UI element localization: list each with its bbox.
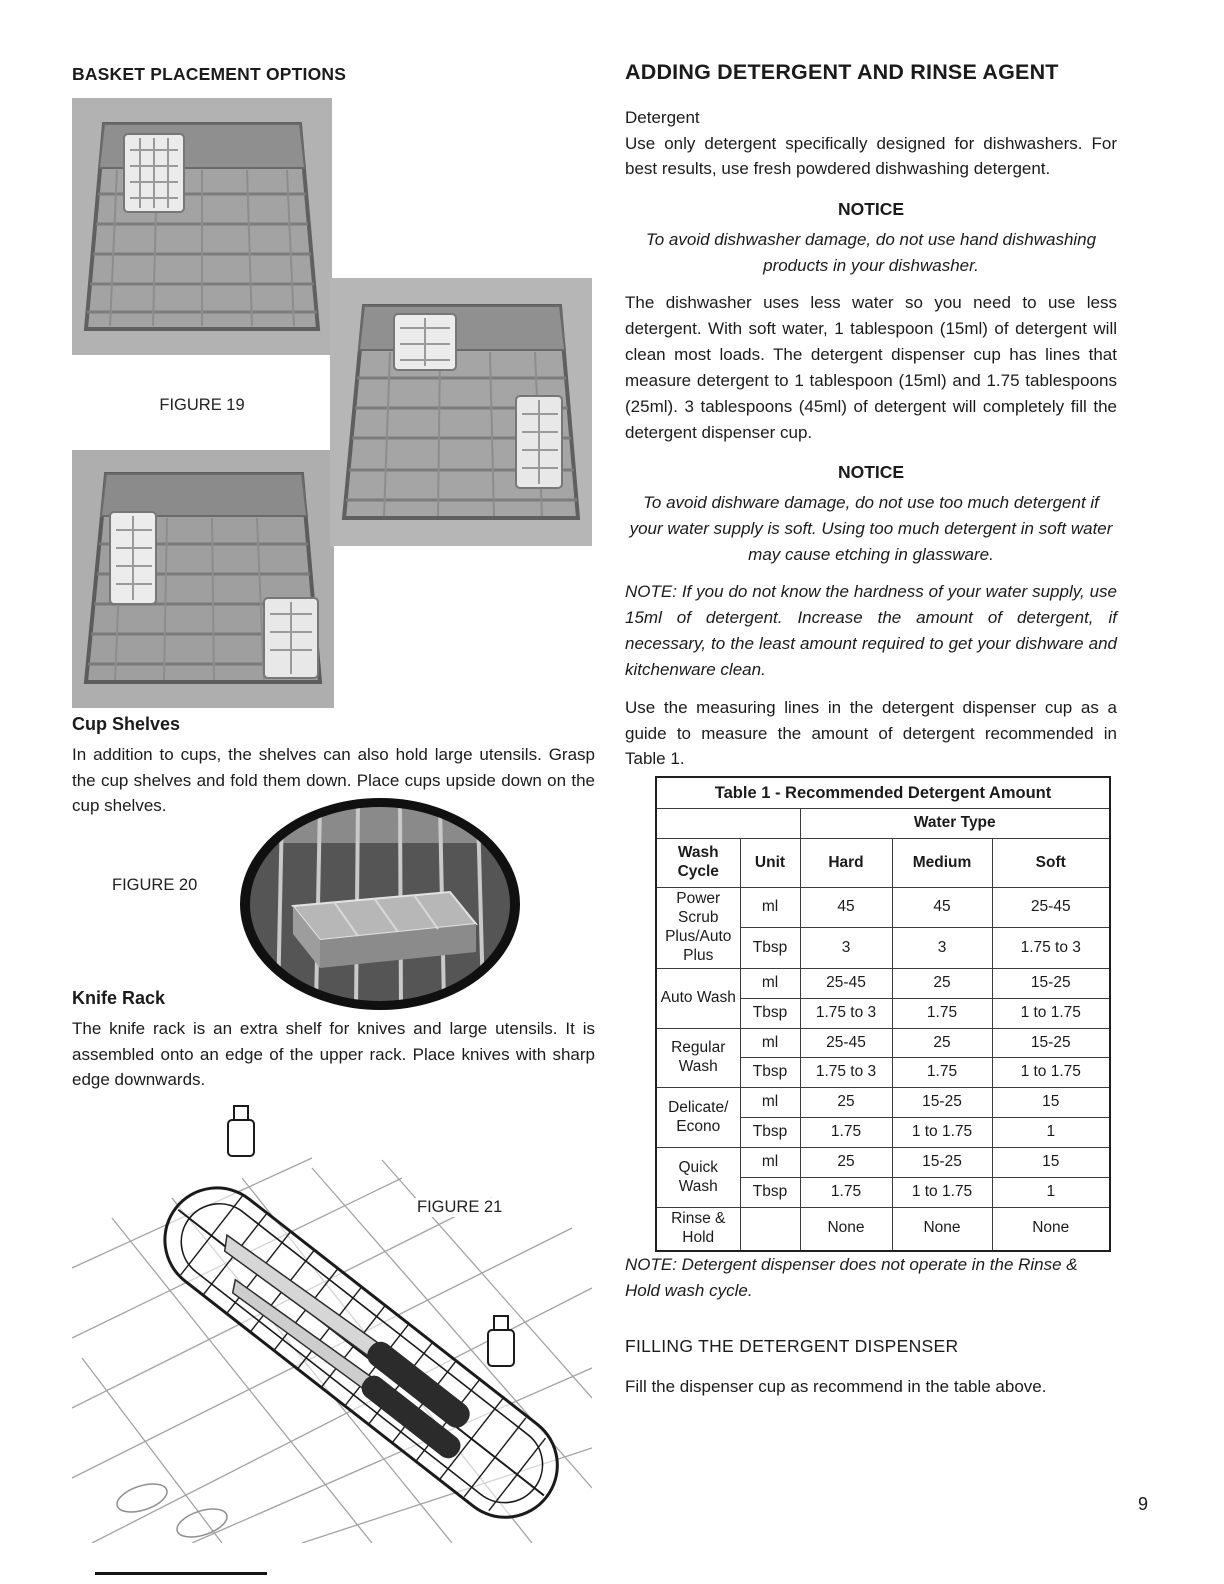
dishwasher-basket-photo-icon xyxy=(330,278,592,546)
notice-text-1: To avoid dishwasher damage, do not use hand dishwashing products in your dishwasher. xyxy=(645,229,1097,275)
rinse-hold-note: NOTE: Detergent dispenser does not operate in the Rinse & Hold wash cycle. xyxy=(625,1254,1078,1300)
notice-heading-2: NOTICE xyxy=(837,462,905,483)
knife-rack-heading: Knife Rack xyxy=(72,988,166,1008)
table-cell: 25-45 xyxy=(992,888,1110,928)
header-hard: Hard xyxy=(800,839,892,888)
table-cell: 25 xyxy=(892,1028,992,1058)
cycle-cell: Regular Wash xyxy=(656,1028,740,1088)
table-cell: 25-45 xyxy=(800,968,892,998)
table-cell xyxy=(740,1207,800,1250)
table-cell: Tbsp xyxy=(740,1178,800,1208)
basket-placement-heading: BASKET PLACEMENT OPTIONS xyxy=(72,64,347,84)
table-cell: 3 xyxy=(892,928,992,968)
table-cell: 45 xyxy=(892,888,992,928)
detergent-paragraph: Use only detergent specifically designed for dishwashers. For best results, use fresh powdered dishwashing detergent. xyxy=(625,133,1117,179)
main-heading: ADDING DETERGENT AND RINSE AGENT xyxy=(625,60,1059,84)
table-cell: Tbsp xyxy=(740,1058,800,1088)
right-column xyxy=(625,56,1117,1412)
header-soft: Soft xyxy=(992,839,1110,888)
table-blank-cell xyxy=(656,809,800,839)
table-row xyxy=(656,1088,1110,1118)
filling-dispenser-heading: FILLING THE DETERGENT DISPENSER xyxy=(625,1336,959,1357)
table-cell: 25 xyxy=(800,1088,892,1118)
table-cell: 1 xyxy=(992,1118,1110,1148)
table-row xyxy=(656,1148,1110,1178)
table-cell: 3 xyxy=(800,928,892,968)
table-cell: ml xyxy=(740,888,800,928)
header-wash-cycle: Wash Cycle xyxy=(656,839,740,888)
table-cell: 1.75 xyxy=(800,1178,892,1208)
page-number: 9 xyxy=(1138,1494,1149,1514)
table-cell: None xyxy=(892,1207,992,1250)
table-cell: Tbsp xyxy=(740,1118,800,1148)
measuring-lines-paragraph: Use the measuring lines in the detergent dispenser cup as a guide to measure the amount of detergent recommended in Table 1. xyxy=(625,697,1117,769)
notice-heading-1: NOTICE xyxy=(837,199,905,220)
dishwasher-basket-photo-icon xyxy=(72,450,334,708)
table-cell: 1 to 1.75 xyxy=(992,998,1110,1028)
water-type-header: Water Type xyxy=(800,809,1110,839)
table-cell: 1.75 xyxy=(892,1058,992,1088)
page-bottom-mark xyxy=(95,1572,267,1575)
figure-20-photo xyxy=(238,796,523,1017)
table-cell: 1 xyxy=(992,1178,1110,1208)
cycle-cell: Power Scrub Plus/Auto Plus xyxy=(656,888,740,969)
cup-shelves-heading: Cup Shelves xyxy=(72,714,181,734)
figure-19-photo-top xyxy=(72,98,332,355)
knife-rack-drawing-icon xyxy=(72,1098,592,1543)
cycle-cell: Quick Wash xyxy=(656,1148,740,1208)
table-title: Table 1 - Recommended Detergent Amount xyxy=(656,777,1110,809)
figure-19-label: FIGURE 19 xyxy=(159,396,245,414)
table-cell: ml xyxy=(740,1148,800,1178)
table-cell: 15-25 xyxy=(892,1148,992,1178)
table-cell: 25 xyxy=(892,968,992,998)
cycle-cell: Delicate/ Econo xyxy=(656,1088,740,1148)
table-cell: 15 xyxy=(992,1088,1110,1118)
figure-21-drawing xyxy=(72,1098,592,1548)
notice-text-2: To avoid dishware damage, do not use too much detergent if your water supply is soft. Using too much detergent in soft water may cause etching in glassware. xyxy=(629,492,1113,564)
table-row xyxy=(656,1028,1110,1058)
table-title-row xyxy=(656,777,1110,809)
table-row xyxy=(656,968,1110,998)
table-cell: 1.75 to 3 xyxy=(992,928,1110,968)
dishwasher-basket-photo-icon xyxy=(72,98,332,355)
knife-rack-text: The knife rack is an extra shelf for knives and large utensils. It is assembled onto an edge of the upper rack. Place knives with sharp edge downwards. xyxy=(72,1019,595,1089)
table-cell: 1.75 to 3 xyxy=(800,1058,892,1088)
detergent-amount-table xyxy=(655,776,1111,1252)
table-cell: 1.75 xyxy=(892,998,992,1028)
cycle-cell: Rinse & Hold xyxy=(656,1207,740,1250)
table-cell: None xyxy=(992,1207,1110,1250)
cycle-cell: Auto Wash xyxy=(656,968,740,1028)
table-cell: 15-25 xyxy=(892,1088,992,1118)
header-medium: Medium xyxy=(892,839,992,888)
table-cell: 1.75 to 3 xyxy=(800,998,892,1028)
table-cell: Tbsp xyxy=(740,928,800,968)
cup-shelf-photo-icon xyxy=(238,796,523,1012)
water-type-row xyxy=(656,809,1110,839)
table-cell: 25 xyxy=(800,1148,892,1178)
table-row xyxy=(656,888,1110,928)
figure-19-photo-bottom xyxy=(72,450,334,708)
filling-dispenser-text: Fill the dispenser cup as recommend in the table above. xyxy=(625,1377,1047,1397)
table-cell: 1.75 xyxy=(800,1118,892,1148)
detergent-subheading: Detergent xyxy=(625,107,700,127)
cup-shelves-text: In addition to cups, the shelves can also hold large utensils. Grasp the cup shelves and fold them down. Place cups upside down on the cup shelves. xyxy=(72,745,595,815)
table-cell: None xyxy=(800,1207,892,1250)
table-row xyxy=(656,1207,1110,1250)
figure-19-photo-right xyxy=(330,278,592,546)
table-cell: 15-25 xyxy=(992,1028,1110,1058)
header-unit: Unit xyxy=(740,839,800,888)
table-header-row xyxy=(656,839,1110,888)
figure-21-label: FIGURE 21 xyxy=(413,1198,506,1217)
table-cell: 1 to 1.75 xyxy=(992,1058,1110,1088)
table-cell: ml xyxy=(740,968,800,998)
table-cell: 15 xyxy=(992,1148,1110,1178)
table-cell: 1 to 1.75 xyxy=(892,1178,992,1208)
table-cell: ml xyxy=(740,1028,800,1058)
table-cell: Tbsp xyxy=(740,998,800,1028)
table-cell: 45 xyxy=(800,888,892,928)
table-cell: 15-25 xyxy=(992,968,1110,998)
table-cell: ml xyxy=(740,1088,800,1118)
water-hardness-note: NOTE: If you do not know the hardness of your water supply, use 15ml of detergent. Increase the amount of detergent, if necessary, to the least amount required to get your dishware and kitchenware clean. xyxy=(625,582,1117,679)
detergent-amount-paragraph: The dishwasher uses less water so you need to use less detergent. With soft water, 1 tablespoon (15ml) of detergent will clean most loads. The detergent dispenser cup has lines that measure detergent to 1 tablespoon (15ml) and 1.75 tablespoons (25ml). 3 tablespoons (45ml) of detergent will completely fill the detergent dispenser cup. xyxy=(625,293,1117,442)
figure-20-label: FIGURE 20 xyxy=(112,876,198,894)
table-cell: 25-45 xyxy=(800,1028,892,1058)
table-cell: 1 to 1.75 xyxy=(892,1118,992,1148)
